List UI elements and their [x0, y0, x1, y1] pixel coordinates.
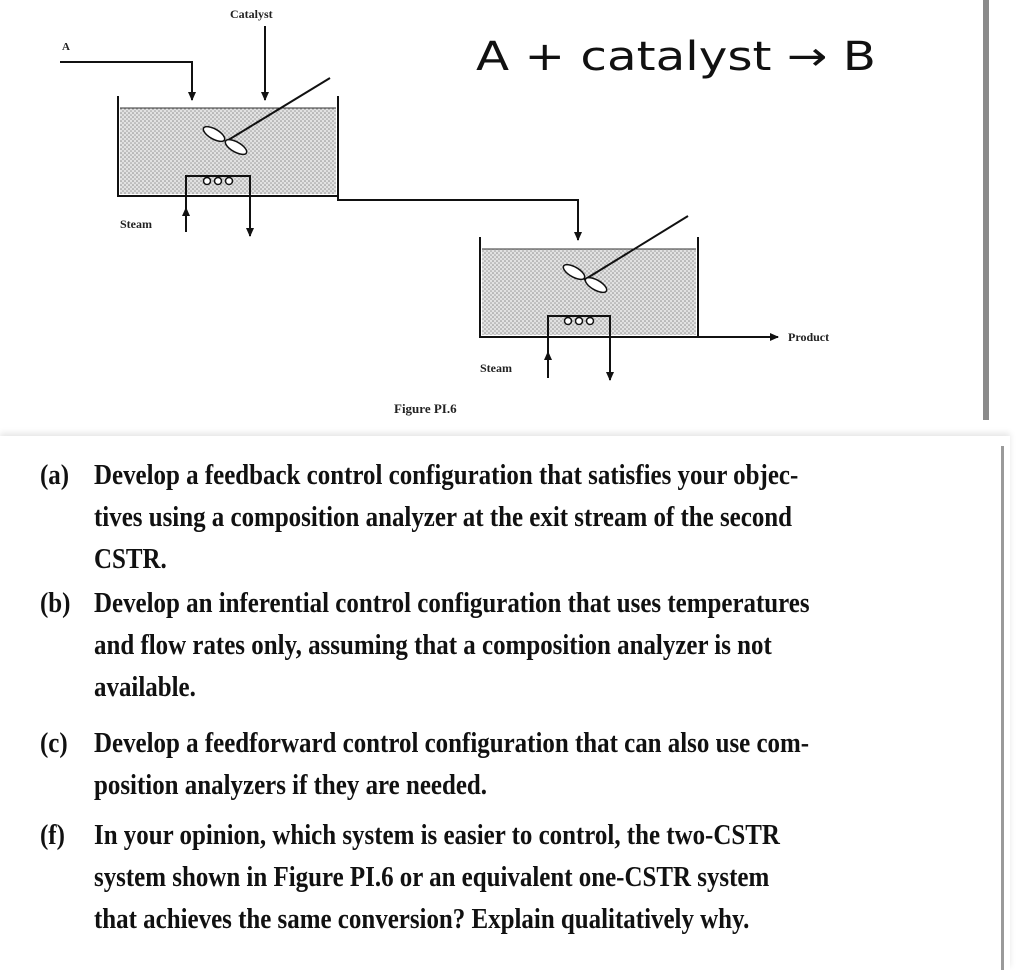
handwritten-reaction-text: A + catalyst → B	[476, 34, 876, 80]
question-c	[40, 722, 970, 806]
question-b-text	[94, 582, 954, 708]
tank-1-coil-tube	[226, 178, 233, 185]
questions-panel-edge	[1001, 446, 1004, 970]
question-line: Develop a feedforward control configuration that can also use com-	[94, 727, 810, 759]
question-line: Develop a feedback control configuration that satisfies your objec-	[94, 459, 799, 491]
tank-1-coil-tube	[204, 178, 211, 185]
catalyst-label: Catalyst	[230, 7, 273, 21]
handwritten-note	[474, 24, 894, 84]
question-line: system shown in Figure PI.6 or an equivalent one-CSTR system	[94, 861, 770, 893]
question-f-marker: (f)	[40, 819, 65, 851]
question-c-text	[94, 722, 954, 806]
tank-2-coil-tube	[587, 318, 594, 325]
question-f-text	[94, 814, 954, 940]
questions-panel	[0, 436, 1010, 970]
figure-caption: Figure PI.6	[394, 401, 457, 416]
question-a-marker: (a)	[40, 459, 70, 491]
question-b	[40, 582, 970, 708]
question-f	[40, 814, 970, 940]
question-b-marker: (b)	[40, 587, 71, 619]
feed-a-label: A	[62, 41, 70, 53]
steam-1-label: Steam	[120, 217, 152, 231]
question-line: Develop an inferential control configuration that uses temperatures	[94, 587, 810, 619]
question-line: CSTR.	[94, 543, 167, 575]
question-line: that achieves the same conversion? Explain qualitatively why.	[94, 903, 750, 935]
transfer-line	[338, 196, 578, 240]
product-label: Product	[788, 330, 830, 344]
feed-a-line	[60, 62, 192, 100]
tank-2-coil-tube	[576, 318, 583, 325]
tank-2	[480, 216, 698, 374]
tank-1-coil-tube	[215, 178, 222, 185]
question-line: available.	[94, 671, 196, 703]
question-a-text	[94, 454, 954, 580]
question-a	[40, 454, 970, 580]
tank-2-coil-tube	[565, 318, 572, 325]
question-c-marker: (c)	[40, 727, 68, 759]
steam-2-label: Steam	[480, 361, 512, 375]
figure-panel-edge	[983, 0, 989, 420]
question-line: In your opinion, which system is easier to control, the two-CSTR	[94, 819, 780, 851]
question-line: tives using a composition analyzer at the exit stream of the second	[94, 501, 793, 533]
figure-panel	[0, 0, 990, 420]
question-line: and flow rates only, assuming that a composition analyzer is not	[94, 629, 772, 661]
tank-1	[118, 78, 338, 230]
question-line: position analyzers if they are needed.	[94, 769, 488, 801]
